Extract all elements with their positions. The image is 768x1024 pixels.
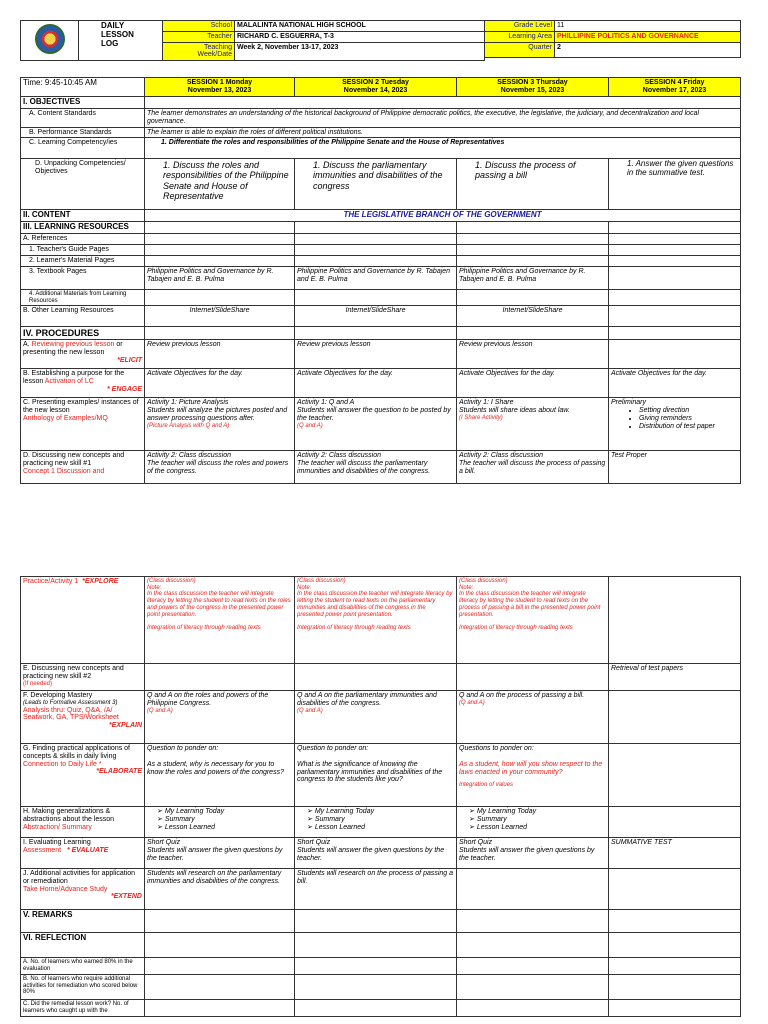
other-resources-session-3: Internet/SlideShare [457,306,609,327]
additional-materials-label: 4. Additional Materials from Learning Resources [21,289,145,305]
purpose-session-1: Activate Objectives for the day. [145,369,295,398]
lesson-log-page-2 [20,576,740,1017]
reflection-c-label: C. Did the remedial lesson work? No. of learners who caught up with the [21,1000,145,1017]
performance-standards-label: B. Performance Standards [21,127,145,138]
purpose-session-2: Activate Objectives for the day. [295,369,457,398]
retrieval-session-4: Retrieval of test papers [609,664,741,691]
objectives-heading: I. OBJECTIVES [21,96,145,108]
textbook-label: 3. Textbook Pages [21,266,145,289]
school-seal-icon [35,24,65,54]
school-label: School [163,21,235,32]
review-session-2: Review previous lesson [295,340,457,369]
unpack-session-4: 1. Answer the given questions in the summative test. [609,159,741,210]
lesson-table-page-1 [20,77,741,484]
procedure-b-label: B. Establishing a purpose for the lesson Activation of LC * ENGAGE [21,369,145,398]
week-value: Week 2, November 13-17, 2023 [235,42,485,61]
generalization-session-2: ➢ My Learning Today ➢ Summary ➢ Lesson Learned [295,807,457,838]
performance-standards-value: The learner is able to explain the roles of different political institutions. [145,127,741,138]
mastery-session-1: Q and A on the roles and powers of the Philippine Congress. (Q and A) [145,691,295,744]
session-2-header: SESSION 2 Tuesday November 14, 2023 [295,78,457,97]
other-resources-label: B. Other Learning Resources [21,306,145,327]
lesson-table-page-2 [20,576,741,1017]
discussion-session-1: Activity 2: Class discussion The teacher will discuss the roles and powers of the congress. [145,451,295,484]
week-label: Teaching Week/Date [163,42,235,61]
textbook-session-1: Philippine Politics and Governance by R. Tabajen and E. B. Pulma [145,266,295,289]
learning-resources-heading: III. LEARNING RESOURCES [21,222,145,234]
procedure-f-label: F. Developing Mastery (Leads to Formative Assessment 3) Analysis thru: Quiz, Q&A, /A/ Seatwork, GA, TPS/Worksheet *EXPLAIN [21,691,145,744]
teachers-guide-label: 1. Teacher's Guide Pages [21,245,145,256]
generalization-session-3: ➢ My Learning Today ➢ Summary ➢ Lesson Learned [457,807,609,838]
unpack-session-1: 1. Discuss the roles and responsibilities of the Philippine Senate and House of Representative [145,159,295,210]
textbook-session-2: Philippine Politics and Governance by R. Tabajen and E. B. Pulma [295,266,457,289]
lesson-log-page-1 [20,20,740,484]
procedure-d-label: D. Discussing new concepts and practicing new skill #1 Concept 1 Discussion and [21,451,145,484]
evaluation-session-1: Short Quiz Students will answer the given questions by the teacher. [145,838,295,869]
review-session-3: Review previous lesson [457,340,609,369]
review-session-1: Review previous lesson [145,340,295,369]
application-session-3: Questions to ponder on: As a student, how will you show respect to the laws enacted in your community? Integration of values [457,744,609,807]
evaluation-session-2: Short Quiz Students will answer the given questions by the teacher. [295,838,457,869]
learners-material-label: 2. Learner's Material Pages [21,255,145,266]
content-heading: II. CONTENT [21,210,145,222]
session-1-header: SESSION 1 Monday November 13, 2023 [145,78,295,97]
purpose-session-4: Activate Objectives for the day. [609,369,741,398]
procedure-c-label: C. Presenting examples/ instances of the new lesson Anthology of Examples/MQ [21,398,145,451]
other-resources-session-1: Internet/SlideShare [145,306,295,327]
discussion-session-3: Activity 2: Class discussion The teacher will discuss the process of passing a bill. [457,451,609,484]
procedure-g-label: G. Finding practical applications of concepts & skills in daily living Connection to Daily Life * *ELABORATE [21,744,145,807]
generalization-session-1: ➢ My Learning Today ➢ Summary ➢ Lesson Learned [145,807,295,838]
additional-session-1: Students will research on the parliamentary immunities and disabilities of the congress. [145,869,295,910]
procedure-a-label: A. Reviewing previous lesson or presenting the new lesson *ELICIT [21,340,145,369]
references-label: A. References [21,234,145,245]
procedure-h-label: H. Making generalizations & abstractions about the lesson Abstraction/ Summary [21,807,145,838]
reflection-b-label: B. No. of learners who require additional activities for remediation who scored below 80% [21,975,145,1000]
explore-session-2: (Class discussion) Note: In the class discussion the teacher will integrate literacy by letting the student to read texts on the parliamentary immunities and disabilities of the congress in the presented power point presentation. Integration of literacy through reading texts [295,577,457,664]
presenting-session-2: Activity 1: Q and A Students will answer the question to be posted by the teacher. (Q and A) [295,398,457,451]
school-value: MALALINTA NATIONAL HIGH SCHOOL [235,21,485,32]
mastery-session-2: Q and A on the parliamentary immunities and disabilities of the congress. (Q and A) [295,691,457,744]
reflection-a-label: A. No. of learners who earned 80% in the evaluation [21,958,145,975]
content-standards-label: A. Content Standards [21,108,145,127]
discussion-session-4: Test Proper [609,451,741,484]
procedure-j-label: J. Additional activities for application or remediation Take Home/Advance Study *EXTEND [21,869,145,910]
procedure-i-label: I. Evaluating Learning Assessment * EVALUATE [21,838,145,869]
evaluation-session-4: SUMMATIVE TEST [609,838,741,869]
school-logo-cell [21,21,79,61]
dll-title: DAILY LESSON LOG [79,21,163,61]
quarter-label: Quarter [485,42,555,57]
mastery-session-3: Q and A on the process of passing a bill. (Q and A) [457,691,609,744]
explore-label: Practice/Activity 1 *EXPLORE [21,577,145,664]
session-3-header: SESSION 3 Thursday November 15, 2023 [457,78,609,97]
area-label: Learning Area [485,31,555,42]
unpack-session-2: 1. Discuss the parliamentary immunities and disabilities of the congress [295,159,457,210]
content-standards-value: The learner demonstrates an understanding of the historical background of Philippine democratic politics, the executive, the legislative, the judiciary, and decentralization and local governance. [145,108,741,127]
textbook-session-3: Philippine Politics and Governance by R. Tabajen and E. B. Pulma [457,266,609,289]
presenting-session-4: Preliminary • Setting direction • Giving reminders • Distribution of test paper [609,398,741,451]
header-table [20,20,741,61]
procedure-e-label: E. Discussing new concepts and practicing new skill #2 (If needed) [21,664,145,691]
presenting-session-3: Activity 1: I Share Students will share ideas about law. (I Share Activity) [457,398,609,451]
area-value: PHILLIPINE POLITICS AND GOVERNANCE [555,31,741,42]
session-4-header: SESSION 4 Friday November 17, 2023 [609,78,741,97]
procedures-heading: IV. PROCEDURES [21,327,145,340]
teacher-value: RICHARD C. ESGUERRA, T-3 [235,31,485,42]
evaluation-session-3: Short Quiz Students will answer the given questions by the teacher. [457,838,609,869]
content-value: THE LEGISLATIVE BRANCH OF THE GOVERNMENT [145,210,741,222]
explore-session-3: (Class discussion) Note: In the class discussion the teacher will integrate literacy by letting the student to read texts on the process of passing a bill in the presented power point presentation. Integration of literacy through reading texts [457,577,609,664]
additional-session-2: Students will research on the process of passing a bill. [295,869,457,910]
purpose-session-3: Activate Objectives for the day. [457,369,609,398]
application-session-2: Question to ponder on: What is the significance of knowing the parliamentary immunities and disabilities of the congress to the students like you? [295,744,457,807]
remarks-heading: V. REMARKS [21,910,145,933]
competency-value: 1. Differentiate the roles and responsibilities of the Philippine Senate and the House of Representatives [145,138,741,159]
quarter-value: 2 [555,42,741,57]
application-session-1: Question to ponder on: As a student, why is necessary for you to know the roles and powers of the congress? [145,744,295,807]
unpacking-label: D. Unpacking Competencies/ Objectives [21,159,145,210]
unpack-session-3: 1. Discuss the process of passing a bill [457,159,609,210]
time-value: Time: 9:45-10:45 AM [21,78,145,97]
grade-label: Grade Level [485,21,555,32]
competency-label: C. Learning Competency/ies [21,138,145,159]
presenting-session-1: Activity 1: Picture Analysis Students will analyze the pictures posted and answer processing questions after. (Picture Analysis with Q and A) [145,398,295,451]
other-resources-session-2: Internet/SlideShare [295,306,457,327]
reflection-heading: VI. REFLECTION [21,933,145,958]
grade-value: 11 [555,21,741,32]
teacher-label: Teacher [163,31,235,42]
explore-session-1: (Class discussion) Note: In the class discussion the teacher will integrate literacy by letting the student to read texts on the roles and powers of the congress in the presented power point presentation. Integration of literacy through reading texts [145,577,295,664]
discussion-session-2: Activity 2: Class discussion The teacher will discuss the parliamentary immunities and disabilities of the congress. [295,451,457,484]
